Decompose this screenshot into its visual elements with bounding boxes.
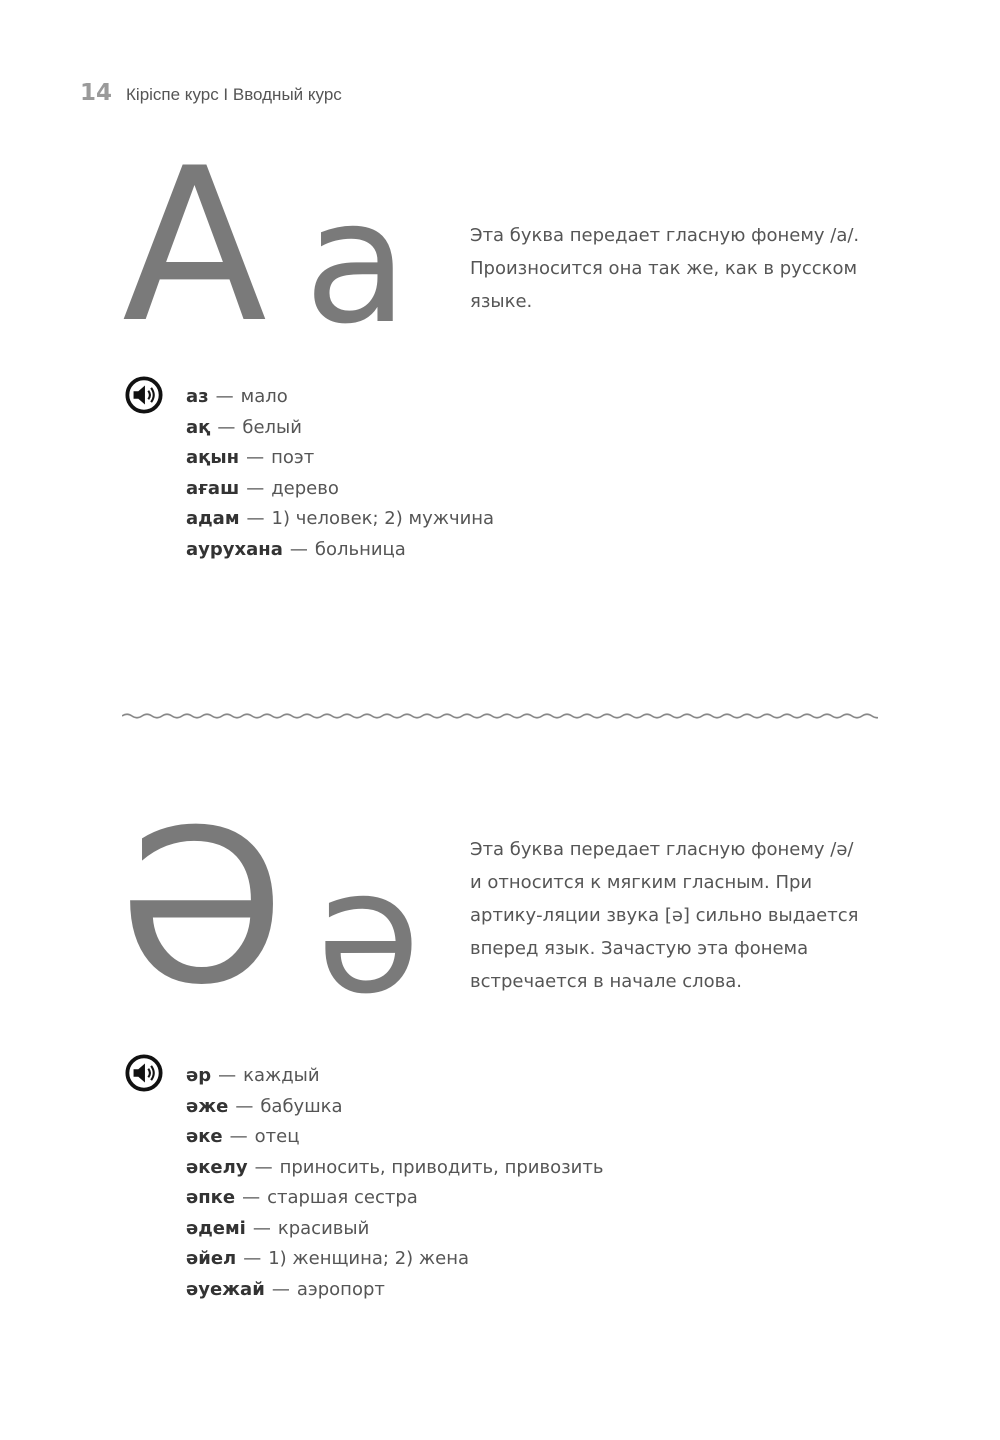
vocabulary-list (186, 382, 494, 565)
list-item: әдемі — красивый (186, 1217, 370, 1239)
list-item: әже — бабушка (186, 1095, 343, 1117)
page-number: 14 (80, 80, 113, 106)
wavy-divider (122, 706, 878, 726)
list-item: ақ — белый (186, 416, 302, 438)
list-item: әке — отец (186, 1126, 300, 1147)
uppercase-letter: A (122, 122, 268, 369)
list-item: әкелу — приносить, приводить, привозить (186, 1156, 604, 1178)
list-item: әйел — 1) женщина; 2) жена (186, 1248, 469, 1269)
uppercase-letter: Ә (118, 784, 285, 1031)
lowercase-letter: ә (316, 834, 421, 1032)
list-item: адам — 1) человек; 2) мужчина (186, 508, 495, 529)
list-item: ақын — поэт (186, 447, 315, 468)
running-title: Кіріспе курс I Вводный курс (126, 85, 342, 104)
letter-description: Эта буква передает гласную фонему /а/. Произносится она так же, как в русском языке. (470, 225, 860, 312)
speaker-icon[interactable] (125, 1054, 163, 1092)
letter-description: Эта буква передает гласную фонему /ә/ и относится к мягким гласным. При артику-ляции звука [ә] сильно выдается вперед язык. Зачастую эта фонема встречается в начале слова. (470, 839, 859, 992)
list-item: аз — мало (186, 386, 288, 407)
list-item: әр — каждый (186, 1065, 320, 1086)
lowercase-letter: a (304, 164, 409, 362)
vocabulary-list (186, 1061, 603, 1305)
speaker-icon[interactable] (125, 376, 163, 414)
list-item: ағаш — дерево (186, 477, 339, 499)
list-item: аурухана — больница (186, 538, 406, 560)
list-item: әуежай — аэропорт (186, 1278, 385, 1300)
list-item: әпке — старшая сестра (186, 1187, 418, 1208)
page-header (80, 80, 342, 106)
